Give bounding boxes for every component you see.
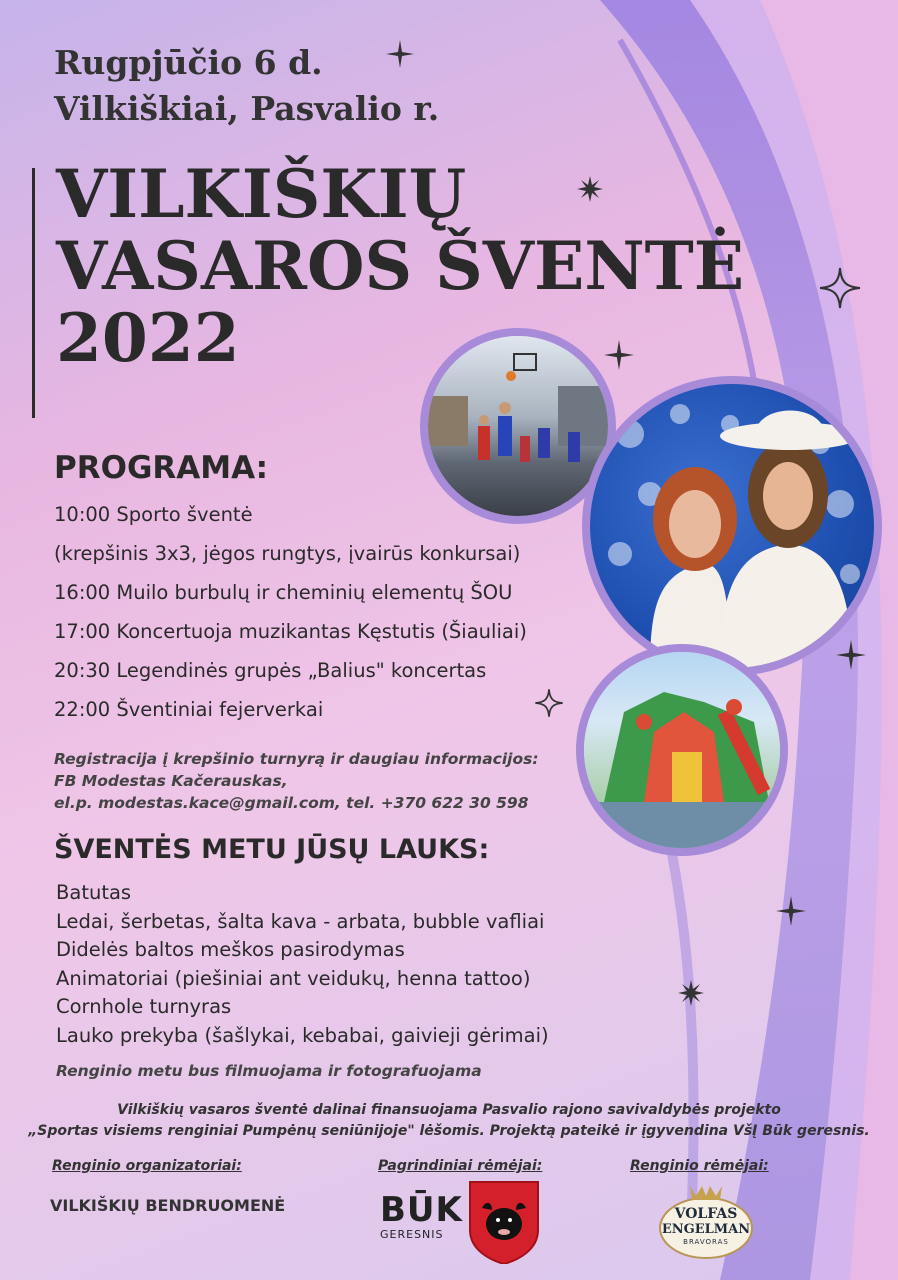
funding-line: „Sportas visiems renginiai Pumpėnų seniūnijoje" lėšomis. Projektą pateikė ir įgyvendina VšĮ Būk geresnis.	[28, 1123, 870, 1139]
registration-contact: FB Modestas Kačerauskas,	[54, 772, 288, 790]
sparkle-star-icon	[818, 266, 862, 310]
title-line-1: VILKIŠKIŲ	[56, 155, 467, 233]
program-item: 10:00 Sporto šventė	[54, 503, 253, 526]
sparkle-star-icon	[534, 688, 564, 718]
activity-item: Lauko prekyba (šašlykai, kebabai, gaivieji gėrimai)	[56, 1023, 549, 1047]
event-place: Vilkiškiai, Pasvalio r.	[54, 89, 440, 128]
program-heading: PROGRAMA:	[54, 450, 269, 486]
event-date-place	[54, 40, 439, 132]
funding-note	[0, 1100, 898, 1142]
activity-item: Didelės baltos meškos pasirodymas	[56, 938, 405, 961]
sparkle-star-icon	[776, 896, 806, 926]
registration-info	[54, 748, 539, 814]
buk-geresnis-logo	[380, 1190, 463, 1242]
volfas-engelman-logo	[656, 1182, 756, 1264]
bouncy-castle-photo	[584, 652, 780, 848]
volfas-line-1: VOLFAS	[674, 1206, 738, 1222]
program-item: (krepšinis 3x3, jėgos rungtys, įvairūs konkursai)	[54, 542, 521, 565]
burst-star-icon	[678, 980, 704, 1006]
organizers-label: Renginio organizatoriai:	[52, 1158, 242, 1174]
activities-list	[56, 879, 549, 1050]
pasvalys-coat-of-arms-logo	[468, 1180, 540, 1264]
sponsors-label: Renginio rėmėjai:	[630, 1158, 769, 1174]
buk-logo-bottom: GERESNIS	[380, 1228, 444, 1241]
activity-item: Animatoriai (piešiniai ant veidukų, henna tattoo)	[56, 966, 531, 990]
activity-item: Cornhole turnyras	[56, 995, 232, 1018]
main-sponsors-label: Pagrindiniai rėmėjai:	[378, 1158, 543, 1174]
funding-line: Vilkiškių vasaros šventė dalinai finansuojama Pasvalio rajono savivaldybės projekto	[117, 1102, 781, 1118]
program-item: 22:00 Šventiniai fejerverkai	[54, 698, 324, 721]
title-line-2: VASAROS ŠVENTĖ	[56, 227, 745, 305]
activity-item: Ledai, šerbetas, šalta kava - arbata, bubble vafliai	[56, 909, 545, 933]
program-item: 17:00 Koncertuoja muzikantas Kęstutis (Šiauliai)	[54, 620, 527, 643]
activities-heading: ŠVENTĖS METU JŪSŲ LAUKS:	[54, 834, 490, 865]
registration-email-phone: el.p. modestas.kace@gmail.com, tel. +370 622 30 598	[54, 794, 529, 812]
buk-logo-top: BŪK	[380, 1190, 463, 1230]
title-accent-line	[32, 168, 35, 418]
volfas-line-2: ENGELMAN	[661, 1222, 751, 1237]
basketball-photo	[428, 336, 608, 516]
title-line-3: 2022	[56, 299, 240, 377]
event-title	[56, 155, 745, 377]
volfas-line-3: BRAVORAS	[683, 1238, 729, 1246]
filming-note: Renginio metu bus filmuojama ir fotografuojama	[56, 1062, 482, 1080]
activity-item: Batutas	[56, 881, 132, 904]
program-list	[54, 495, 527, 729]
organizer-name: VILKIŠKIŲ BENDRUOMENĖ	[50, 1196, 286, 1215]
program-item: 16:00 Muilo burbulų ir cheminių elementų ŠOU	[54, 581, 513, 604]
event-date: Rugpjūčio 6 d.	[54, 43, 323, 82]
program-item: 20:30 Legendinės grupės „Balius" koncertas	[54, 659, 487, 682]
registration-line: Registracija į krepšinio turnyrą ir daugiau informacijos:	[54, 750, 539, 768]
sparkle-star-icon	[836, 640, 866, 670]
performers-photo	[590, 384, 874, 668]
